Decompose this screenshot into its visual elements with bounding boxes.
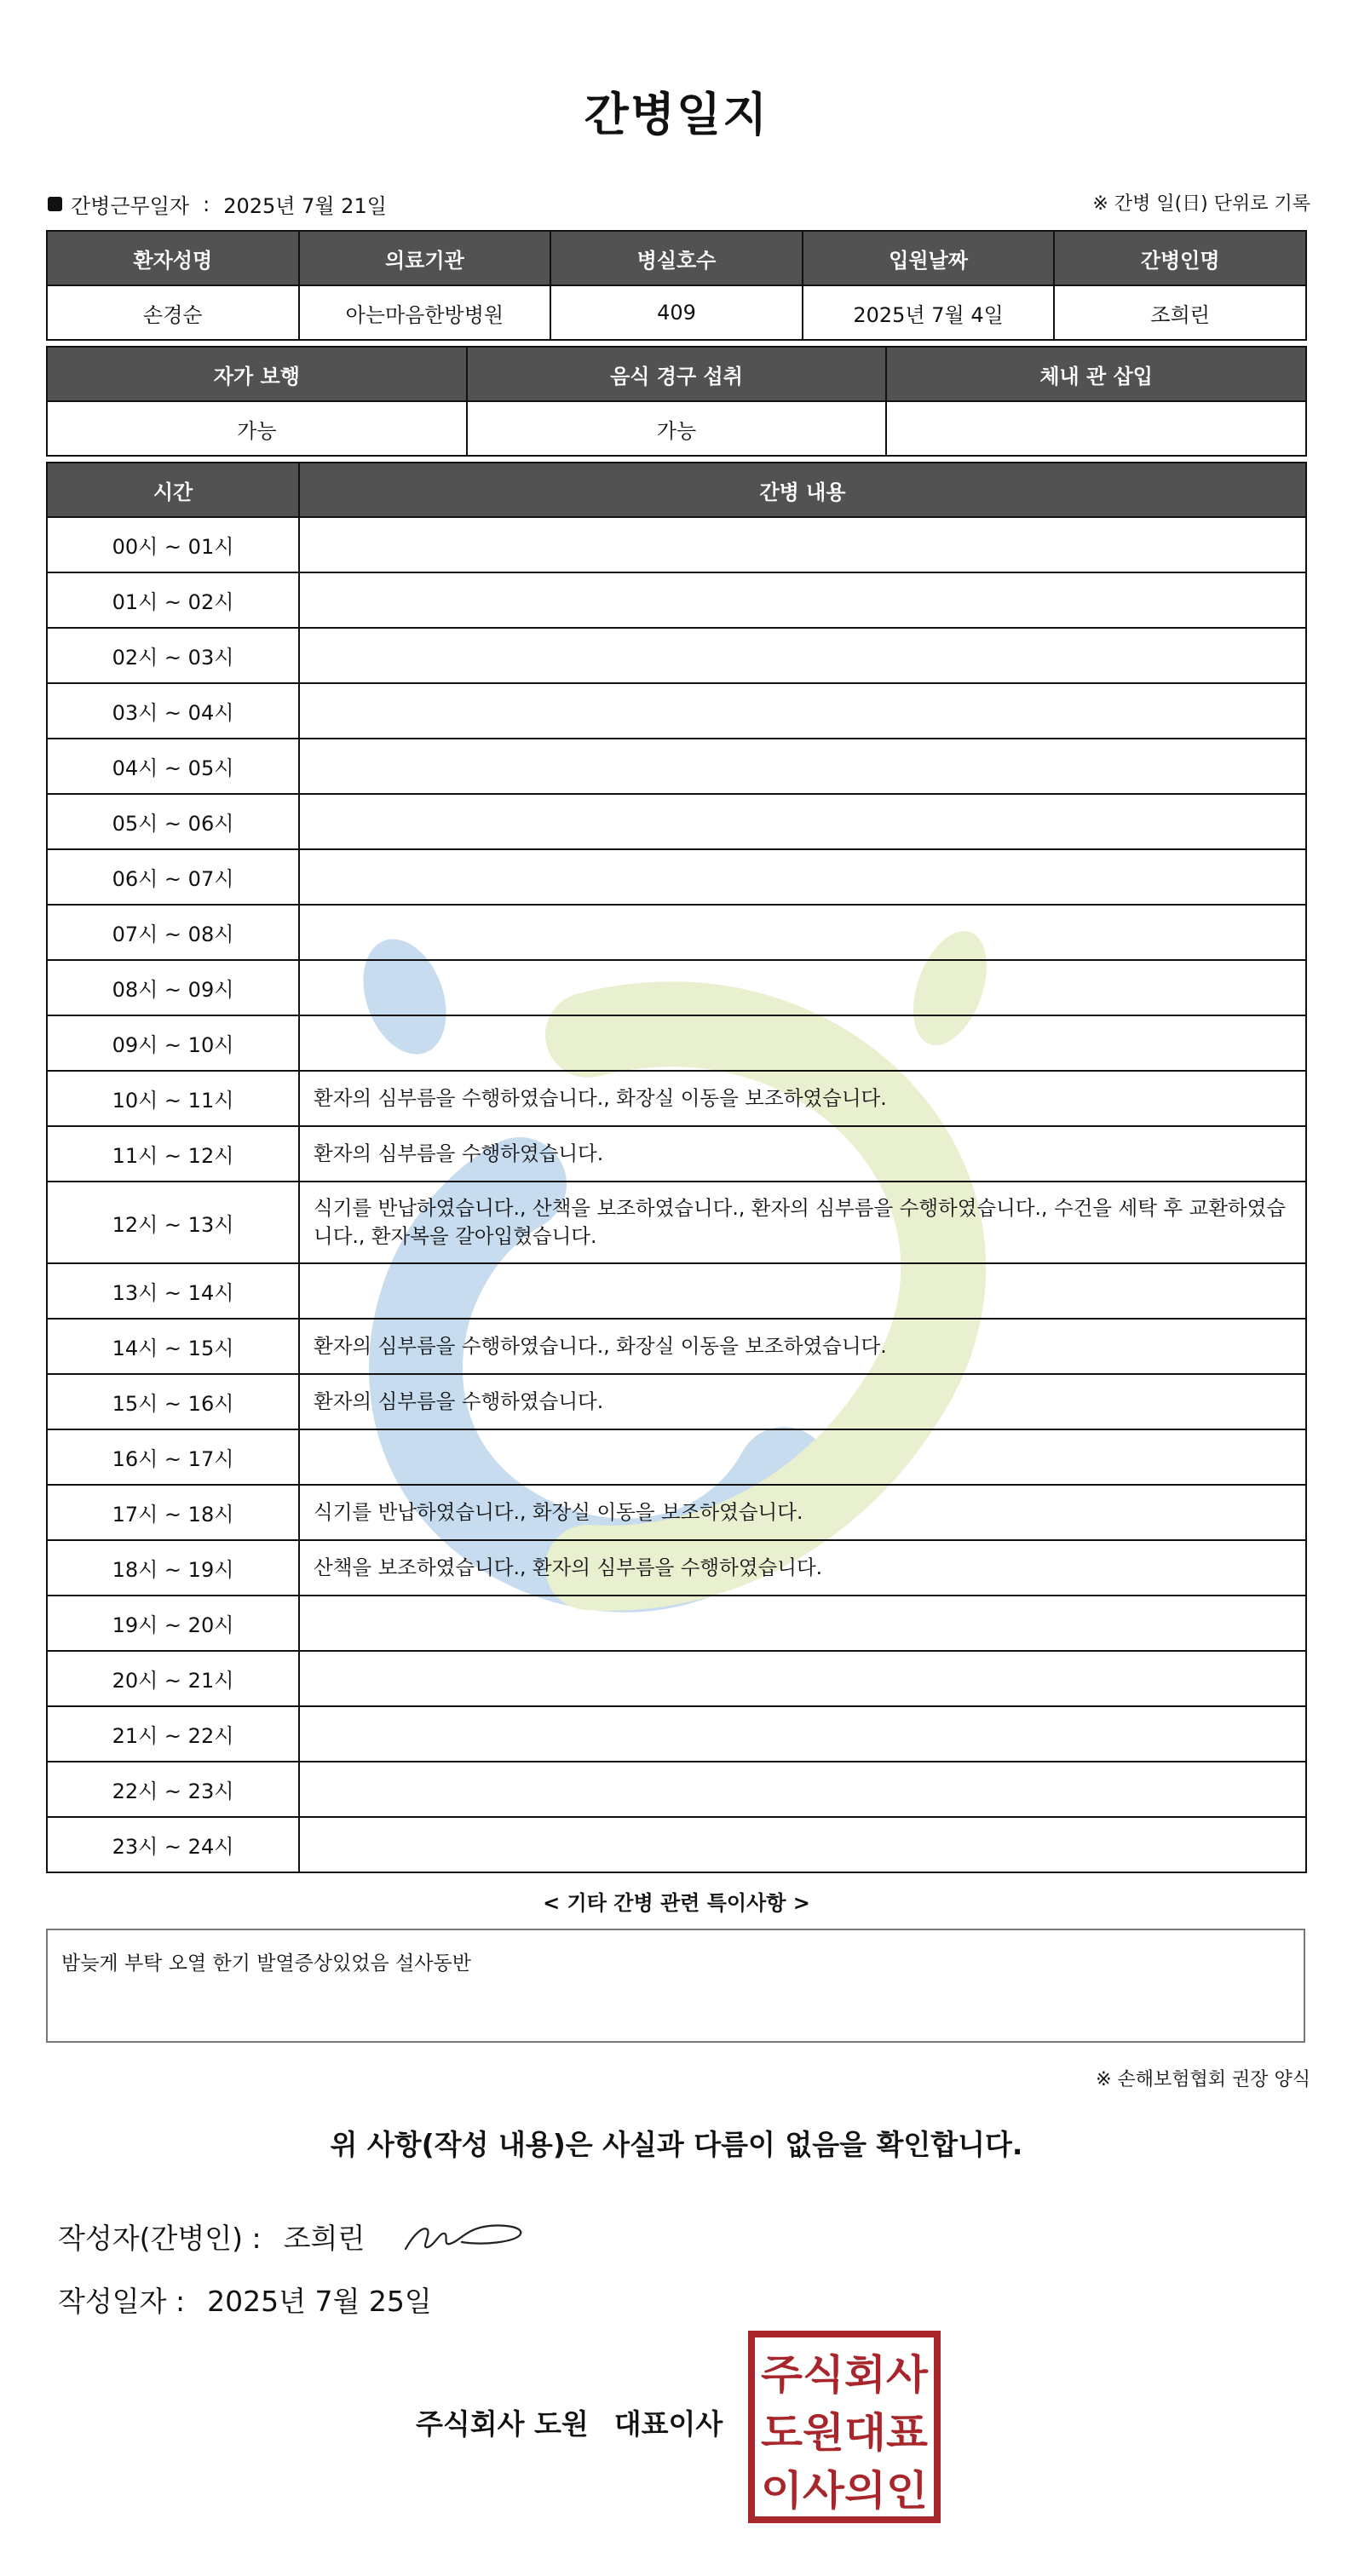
work-date-line [48, 189, 387, 219]
header-self-walking: 자가 보행 [47, 347, 467, 401]
table-row [47, 849, 1306, 905]
care-content [299, 683, 1306, 739]
company-name: 주식회사 도원 [416, 2407, 589, 2441]
table-row [47, 683, 1306, 739]
table-row [47, 905, 1306, 960]
written-date-line [58, 2280, 432, 2320]
time-slot: 05시 ~ 06시 [47, 794, 299, 849]
written-date-value: 2025년 7월 25일 [207, 2285, 432, 2318]
table-row [47, 1706, 1306, 1762]
table-row [47, 794, 1306, 849]
care-content [299, 794, 1306, 849]
time-slot: 15시 ~ 16시 [47, 1374, 299, 1429]
table-row [47, 1762, 1306, 1817]
care-content: 환자의 심부름을 수행하였습니다. [299, 1374, 1306, 1429]
time-slot: 08시 ~ 09시 [47, 960, 299, 1015]
time-slot: 16시 ~ 17시 [47, 1429, 299, 1485]
tube-insertion-value [886, 401, 1306, 456]
care-content [299, 1706, 1306, 1762]
table-row [47, 1263, 1306, 1319]
room-number: 409 [550, 285, 803, 340]
time-slot: 07시 ~ 08시 [47, 905, 299, 960]
company-title: 대표이사 [613, 2407, 723, 2441]
signature-image [402, 2215, 530, 2257]
self-walking-value: 가능 [47, 401, 467, 456]
company-signoff [416, 2402, 723, 2442]
header-room-number: 병실호수 [550, 231, 803, 285]
page-title: 간병일지 [584, 88, 769, 141]
time-slot: 23시 ~ 24시 [47, 1817, 299, 1872]
care-content [299, 905, 1306, 960]
time-slot: 18시 ~ 19시 [47, 1540, 299, 1596]
time-slot: 20시 ~ 21시 [47, 1651, 299, 1706]
time-slot: 11시 ~ 12시 [47, 1126, 299, 1182]
patient-status-table [46, 346, 1307, 457]
time-slot: 22시 ~ 23시 [47, 1762, 299, 1817]
table-row [47, 1126, 1306, 1182]
time-slot: 04시 ~ 05시 [47, 739, 299, 794]
patient-info-table [46, 230, 1307, 341]
author-name: 조희린 [283, 2221, 366, 2255]
company-seal-stamp [748, 2331, 941, 2523]
work-date-label: 간병근무일자 [71, 194, 190, 218]
header-care-content: 간병 내용 [299, 463, 1306, 517]
header-tube-insertion: 체내 관 삽입 [886, 347, 1306, 401]
table-row [47, 1817, 1306, 1872]
table-row [47, 628, 1306, 683]
care-content [299, 1429, 1306, 1485]
table-row [47, 1071, 1306, 1126]
time-slot: 09시 ~ 10시 [47, 1015, 299, 1071]
care-content [299, 1651, 1306, 1706]
time-slot: 21시 ~ 22시 [47, 1706, 299, 1762]
work-date-value: 2025년 7월 21일 [223, 194, 387, 218]
care-content [299, 1762, 1306, 1817]
table-row [47, 739, 1306, 794]
header-admission-date: 입원날짜 [803, 231, 1055, 285]
table-row [47, 572, 1306, 628]
time-slot: 03시 ~ 04시 [47, 683, 299, 739]
bullet-square-icon [48, 197, 62, 211]
table-row [47, 1485, 1306, 1540]
table-row [47, 1182, 1306, 1263]
unit-note: ※ 간병 일(日) 단위로 기록 [1092, 193, 1310, 215]
care-content: 식기를 반납하였습니다., 산책을 보조하였습니다., 환자의 심부름을 수행하였습니다., 수건을 세탁 후 교환하였습니다., 환자복을 갈아입혔습니다. [299, 1182, 1306, 1263]
notes-text: 밤늦게 부탁 오열 한기 발열증상있었음 설사동반 [61, 1952, 471, 1975]
author-label: 작성자(간병인) : [58, 2221, 262, 2255]
notes-box [46, 1929, 1305, 2043]
table-row [47, 1540, 1306, 1596]
care-content [299, 739, 1306, 794]
care-content [299, 849, 1306, 905]
care-content [299, 960, 1306, 1015]
written-date-label: 작성일자 : [58, 2285, 186, 2318]
care-content [299, 628, 1306, 683]
care-content [299, 1817, 1306, 1872]
admission-date: 2025년 7월 4일 [803, 285, 1055, 340]
form-source-note: ※ 손해보험협회 권장 양식 [1096, 2069, 1310, 2090]
table-row [47, 1651, 1306, 1706]
seal-text-row: 이사의인 [761, 2467, 928, 2515]
care-content: 식기를 반납하였습니다., 화장실 이동을 보조하였습니다. [299, 1485, 1306, 1540]
time-slot: 12시 ~ 13시 [47, 1182, 299, 1263]
seal-text-row: 도원대표 [761, 2409, 929, 2457]
time-slot: 02시 ~ 03시 [47, 628, 299, 683]
care-content: 환자의 심부름을 수행하였습니다. [299, 1126, 1306, 1182]
header-oral-intake: 음식 경구 섭취 [467, 347, 887, 401]
care-content [299, 517, 1306, 572]
time-slot: 10시 ~ 11시 [47, 1071, 299, 1126]
header-patient-name: 환자성명 [47, 231, 299, 285]
time-slot: 13시 ~ 14시 [47, 1263, 299, 1319]
header-hospital: 의료기관 [299, 231, 551, 285]
hospital-name: 아는마음한방병원 [299, 285, 551, 340]
table-row [47, 517, 1306, 572]
time-slot: 17시 ~ 18시 [47, 1485, 299, 1540]
time-slot: 19시 ~ 20시 [47, 1596, 299, 1651]
seal-text-row: 주식회사 [761, 2351, 929, 2399]
time-slot: 00시 ~ 01시 [47, 517, 299, 572]
table-row [47, 1374, 1306, 1429]
care-content [299, 1015, 1306, 1071]
table-row [47, 1596, 1306, 1651]
patient-name: 손경순 [47, 285, 299, 340]
care-content: 환자의 심부름을 수행하였습니다., 화장실 이동을 보조하였습니다. [299, 1319, 1306, 1374]
header-time: 시간 [47, 463, 299, 517]
work-date-colon: : [203, 192, 210, 216]
time-slot: 01시 ~ 02시 [47, 572, 299, 628]
table-row [47, 1015, 1306, 1071]
time-slot: 06시 ~ 07시 [47, 849, 299, 905]
care-content: 환자의 심부름을 수행하였습니다., 화장실 이동을 보조하였습니다. [299, 1071, 1306, 1126]
caregiver-name: 조희린 [1054, 285, 1306, 340]
notes-title: < 기타 간병 관련 특이사항 > [543, 1891, 810, 1915]
author-line [58, 2215, 530, 2257]
time-slot: 14시 ~ 15시 [47, 1319, 299, 1374]
care-log-rows [47, 517, 1306, 1872]
table-row [47, 1319, 1306, 1374]
oral-intake-value: 가능 [467, 401, 887, 456]
care-log-table [46, 462, 1307, 1873]
care-content [299, 572, 1306, 628]
table-row [47, 1429, 1306, 1485]
confirmation-statement: 위 사항(작성 내용)은 사실과 다름이 없음을 확인합니다. [330, 2128, 1023, 2161]
care-content [299, 1263, 1306, 1319]
header-caregiver-name: 간병인명 [1054, 231, 1306, 285]
care-content [299, 1596, 1306, 1651]
table-row [47, 960, 1306, 1015]
care-content: 산책을 보조하였습니다., 환자의 심부름을 수행하였습니다. [299, 1540, 1306, 1596]
